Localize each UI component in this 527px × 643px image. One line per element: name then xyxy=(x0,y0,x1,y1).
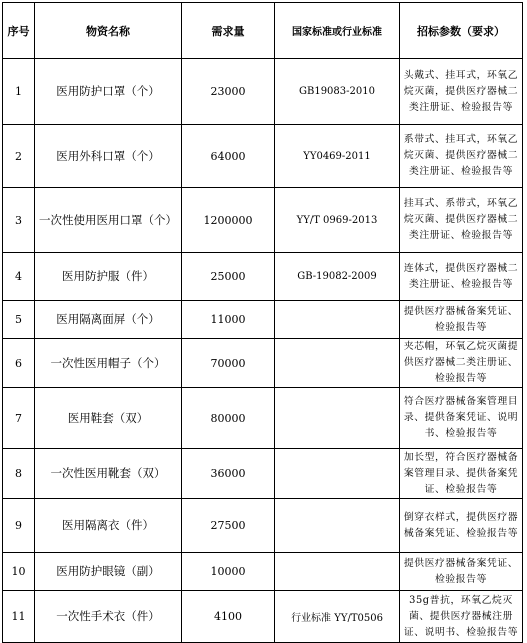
item-standard: YY/T 0969-2013 xyxy=(275,188,400,253)
row-number: 3 xyxy=(3,188,35,253)
item-quantity: 10000 xyxy=(182,553,275,591)
procurement-table xyxy=(2,2,523,643)
item-name: 医用防护眼镜（副） xyxy=(35,553,182,591)
item-quantity: 25000 xyxy=(182,253,275,301)
item-quantity: 27500 xyxy=(182,499,275,553)
item-standard: GB19083-2010 xyxy=(275,59,400,125)
table-row xyxy=(3,253,523,301)
table-row xyxy=(3,499,523,553)
row-number: 10 xyxy=(3,553,35,591)
item-name: 一次性手术衣（件） xyxy=(35,591,182,643)
item-name: 医用防护口罩（个） xyxy=(35,59,182,125)
item-quantity: 70000 xyxy=(182,339,275,388)
item-name: 医用防护服（件） xyxy=(35,253,182,301)
item-name: 一次性使用医用口罩（个） xyxy=(35,188,182,253)
header-no: 序号 xyxy=(3,3,35,59)
item-standard xyxy=(275,553,400,591)
item-name: 一次性医用靴套（双） xyxy=(35,449,182,499)
item-name: 医用外科口罩（个） xyxy=(35,125,182,188)
table-row xyxy=(3,449,523,499)
item-quantity: 1200000 xyxy=(182,188,275,253)
table-row xyxy=(3,553,523,591)
table-row xyxy=(3,591,523,643)
table-row xyxy=(3,339,523,388)
header-qty: 需求量 xyxy=(182,3,275,59)
item-name: 一次性医用帽子（个） xyxy=(35,339,182,388)
item-quantity: 64000 xyxy=(182,125,275,188)
item-name: 医用鞋套（双） xyxy=(35,388,182,449)
table-row xyxy=(3,188,523,253)
row-number: 7 xyxy=(3,388,35,449)
header-row xyxy=(3,3,523,59)
item-requirements: 倒穿衣样式，提供医疗器械备案凭证、检验报告等 xyxy=(400,499,523,553)
table-row xyxy=(3,388,523,449)
item-quantity: 4100 xyxy=(182,591,275,643)
row-number: 9 xyxy=(3,499,35,553)
item-standard: GB-19082-2009 xyxy=(275,253,400,301)
item-requirements: 挂耳式、系带式，环氧乙烷灭菌、提供医疗器械二类注册证、检验报告等 xyxy=(400,188,523,253)
item-standard xyxy=(275,339,400,388)
item-standard: 行业标准 YY/T0506 xyxy=(275,591,400,643)
header-name: 物资名称 xyxy=(35,3,182,59)
item-standard xyxy=(275,301,400,339)
row-number: 1 xyxy=(3,59,35,125)
item-requirements: 加长型，符合医疗器械备案管理目录、提供备案凭证、检验报告等 xyxy=(400,449,523,499)
table-row xyxy=(3,59,523,125)
item-requirements: 35g普抗，环氧乙烷灭菌、提供医疗器械注册证、说明书、检验报告等 xyxy=(400,591,523,643)
header-standard: 国家标准或行业标准 xyxy=(275,3,400,59)
item-quantity: 11000 xyxy=(182,301,275,339)
item-requirements: 夹芯帽，环氧乙烷灭菌提供医疗器械二类注册证、检验报告等 xyxy=(400,339,523,388)
table-row xyxy=(3,125,523,188)
row-number: 11 xyxy=(3,591,35,643)
item-quantity: 80000 xyxy=(182,388,275,449)
item-standard xyxy=(275,388,400,449)
item-name: 医用隔离衣（件） xyxy=(35,499,182,553)
item-requirements: 提供医疗器械备案凭证、检验报告等 xyxy=(400,301,523,339)
item-quantity: 23000 xyxy=(182,59,275,125)
row-number: 2 xyxy=(3,125,35,188)
item-requirements: 符合医疗器械备案管理目录、提供备案凭证、说明书、检验报告等 xyxy=(400,388,523,449)
row-number: 6 xyxy=(3,339,35,388)
item-requirements: 头戴式、挂耳式，环氧乙烷灭菌，提供医疗器械二类注册证、检验报告等 xyxy=(400,59,523,125)
item-standard xyxy=(275,449,400,499)
row-number: 5 xyxy=(3,301,35,339)
item-requirements: 连体式，提供医疗器械二类注册证、检验报告等 xyxy=(400,253,523,301)
item-standard xyxy=(275,499,400,553)
item-requirements: 系带式、挂耳式，环氧乙烷灭菌、提供医疗器械二类注册证、检验报告等 xyxy=(400,125,523,188)
item-standard: YY0469-2011 xyxy=(275,125,400,188)
table-row xyxy=(3,301,523,339)
header-params: 招标参数（要求） xyxy=(400,3,523,59)
item-name: 医用隔离面屏（个） xyxy=(35,301,182,339)
item-quantity: 36000 xyxy=(182,449,275,499)
row-number: 8 xyxy=(3,449,35,499)
row-number: 4 xyxy=(3,253,35,301)
item-requirements: 提供医疗器械备案凭证、检验报告等 xyxy=(400,553,523,591)
